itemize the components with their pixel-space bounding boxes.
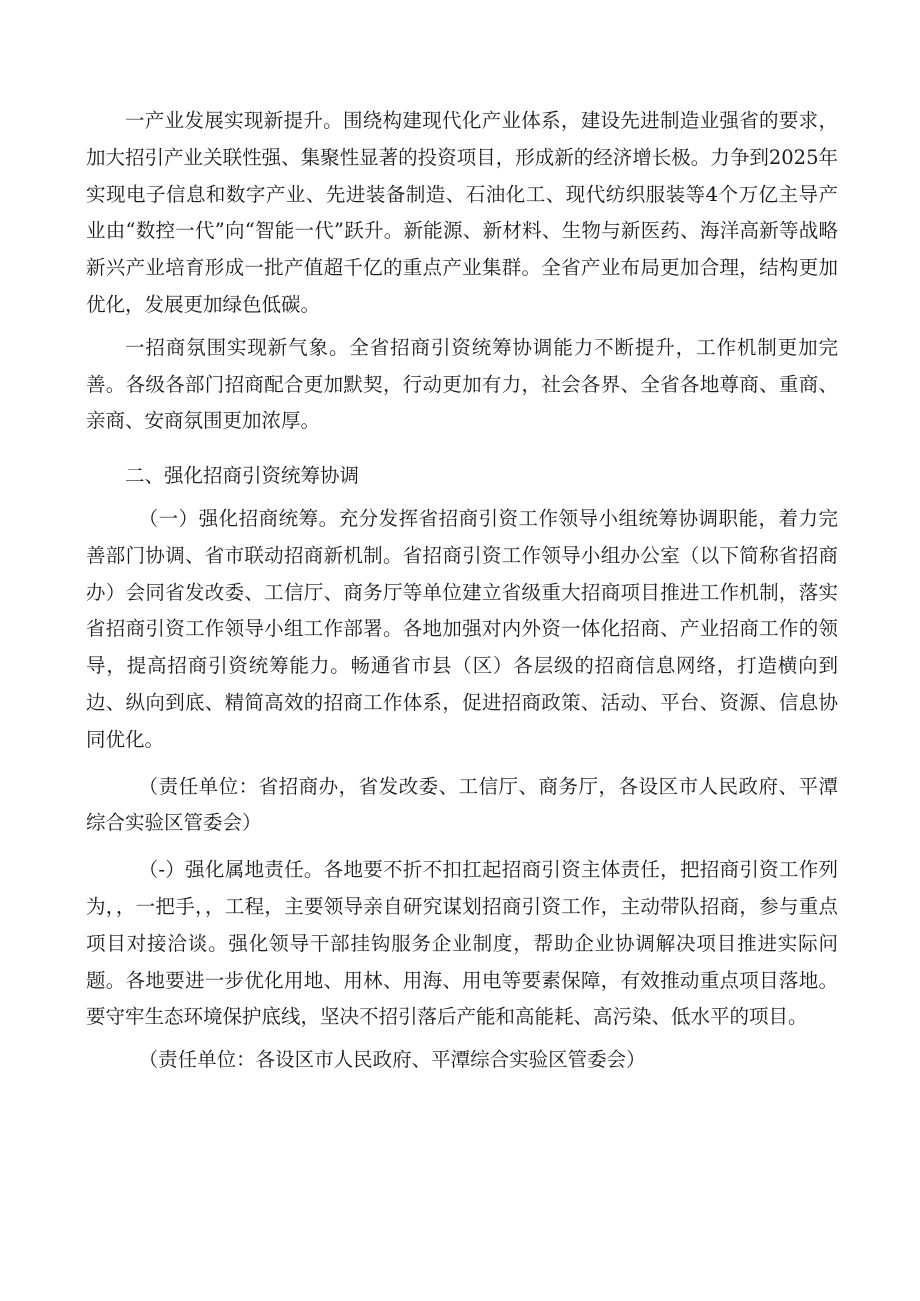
- responsibility-note-1: （责任单位：省招商办，省发改委、工信厅、商务厅，各设区市人民政府、平潭综合实验区管委会）: [86, 774, 838, 835]
- paragraph-territorial-responsibility: （-）强化属地责任。各地要不折不扣扛起招商引资主体责任，把招商引资工作列为，，一把手，，工程，主要领导亲自研究谋划招商引资工作，主动带队招商，参与重点项目对接洽谈。强化领导干部挂钩服务企业制度，帮助企业协调解决项目推进实际问题。各地要进一步优化用地、用林、用海、用电等要素保障，有效推动重点项目落地。要守牢生态环境保护底线，坚决不招引落后产能和高能耗、高污染、低水平的项目。: [86, 858, 838, 1029]
- responsibility-note-2: （责任单位：各设区市人民政府、平潭综合实验区管委会）: [138, 1048, 646, 1072]
- section-heading: 二、强化招商引资统筹协调: [125, 464, 360, 488]
- paragraph-investment-atmosphere: 一招商氛围实现新气象。全省招商引资统筹协调能力不断提升，工作机制更加完善。各级各部门招商配合更加默契，行动更加有力，社会各界、全省各地尊商、重商、亲商、安商氛围更加浓厚。: [86, 335, 838, 433]
- document-body: [86, 103, 838, 1079]
- paragraph-coordination: （一）强化招商统筹。充分发挥省招商引资工作领导小组统筹协调职能，着力完善部门协调、省市联动招商新机制。省招商引资工作领导小组办公室（以下简称省招商办）会同省发改委、工信厅、商务厅等单位建立省级重大招商项目推进工作机制，落实省招商引资工作领导小组工作部署。各地加强对内外资一体化招商、产业招商工作的领导，提高招商引资统筹能力。畅通省市县（区）各层级的招商信息网络，打造横向到边、纵向到底、精简高效的招商工作体系，促进招商政策、活动、平台、资源、信息协同优化。: [86, 506, 838, 751]
- paragraph-industry-development: 一产业发展实现新提升。围绕构建现代化产业体系，建设先进制造业强省的要求，加大招引产业关联性强、集聚性显著的投资项目，形成新的经济增长极。力争到2025年实现电子信息和数字产业、先进装备制造、石油化工、现代纺织服装等4个万亿主导产业由“数控一代”向“智能一代”跃升。新能源、新材料、生物与新医药、海洋高新等战略新兴产业培育形成一批产值超千亿的重点产业集群。全省产业布局更加合理，结构更加优化，发展更加绿色低碳。: [86, 109, 838, 316]
